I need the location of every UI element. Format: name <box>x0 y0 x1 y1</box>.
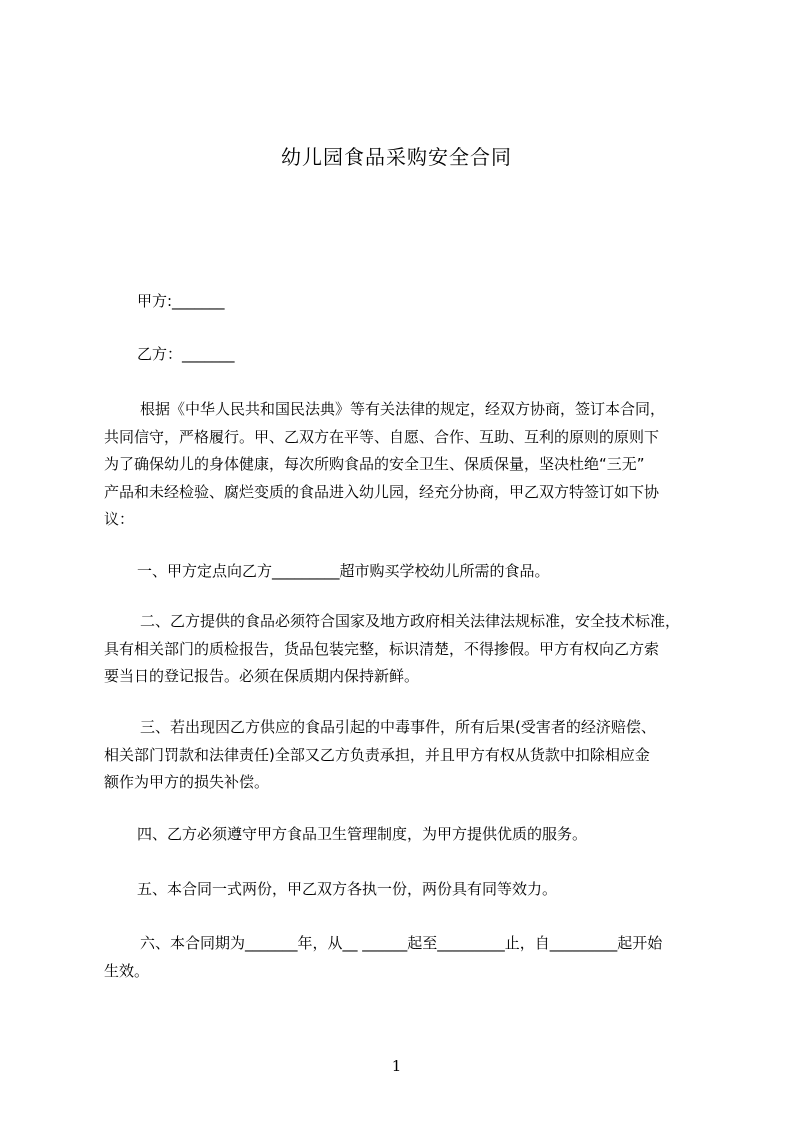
clause-2-line: 具有相关部门的质检报告，货品包装完整，标识清楚，不得掺假。甲方有权向乙方索 <box>104 639 660 658</box>
clause-3-paragraph <box>104 717 704 800</box>
clause-6-line: 六、本合同期为_______年，从__ ______起至_________止，自_________起开始 <box>140 934 663 952</box>
document-title: 幼儿园食品采购安全合同 <box>281 145 512 169</box>
clause-3-line: 三、若出现因乙方供应的食品引起的中毒事件，所有后果(受害者的经济赔偿、 <box>140 718 656 736</box>
clause-2-line: 二、乙方提供的食品必须符合国家及地方政府相关法律法规标准，安全技术标准， <box>140 612 681 630</box>
page-number: 1 <box>391 1057 402 1075</box>
clause-1: 一、甲方定点向乙方_________超市购买学校幼儿所需的食品。 <box>137 562 550 580</box>
party-b-line: 乙方：_______ <box>137 345 235 363</box>
clause-2-line: 要当日的登记报告。必须在保质期内保持新鲜。 <box>104 667 420 685</box>
clause-3-line: 相关部门罚款和法律责任)全部又乙方负责承担，并且甲方有权从货款中扣除相应金 <box>104 745 650 764</box>
preamble-line: 议： <box>104 510 135 528</box>
clause-4: 四、乙方必须遵守甲方食品卫生管理制度，为甲方提供优质的服务。 <box>137 825 588 843</box>
preamble-line: 产品和未经检验、腐烂变质的食品进入幼儿园，经充分协商，甲乙双方特签订如下协 <box>104 482 660 501</box>
preamble-line: 为了确保幼儿的身体健康，每次所购食品的安全卫生、保质保量，坚决杜绝“三无” <box>104 455 645 473</box>
clause-5: 五、本合同一式两份，甲乙双方各执一份，两份具有同等效力。 <box>137 880 558 898</box>
clause-3-line: 额作为甲方的损失补偿。 <box>104 773 270 791</box>
clause-6-line: 生效。 <box>104 961 150 980</box>
preamble-line: 根据《中华人民共和国民法典》等有关法律的规定，经双方协商，签订本合同， <box>140 400 666 418</box>
preamble-line: 共同信守，严格履行。甲、乙双方在平等、自愿、合作、互助、互利的原则的原则下 <box>104 427 660 446</box>
clause-2-paragraph <box>104 611 704 694</box>
party-a-line: 甲方:_______ <box>137 292 225 310</box>
preamble-paragraph <box>104 399 704 537</box>
clause-6-paragraph <box>104 933 704 988</box>
